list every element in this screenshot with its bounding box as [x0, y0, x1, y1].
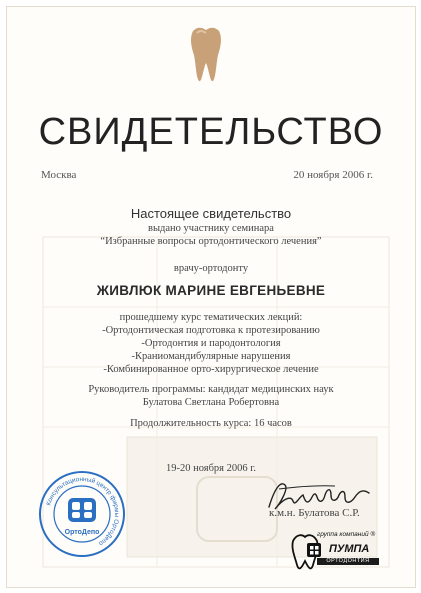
- organization-stamp: [38, 470, 126, 558]
- tooth-icon: [189, 25, 223, 83]
- lecture-item: -Ортодонтия и пародонтология: [141, 338, 281, 349]
- certificate-page: [6, 6, 416, 588]
- signer-name: к.м.н. Булатова С.Р.: [269, 507, 360, 519]
- lecture-item: -Комбинированное орто-хирургическое лечение: [103, 364, 319, 375]
- lecture-item: -Ортодонтическая подготовка к протезированию: [102, 325, 320, 336]
- stamp-bottom-text: ОртоДепо: [64, 529, 100, 536]
- program-head-name: Булатова Светлана Робертовна: [142, 397, 280, 408]
- recipient-name: ЖИВЛЮК МАРИНЕ ЕВГЕНЬЕВНЕ: [96, 283, 326, 298]
- logo-subtitle: группа компаний ®: [317, 531, 376, 538]
- course-duration: Продолжительность курса: 16 часов: [130, 418, 292, 429]
- certificate-title: СВИДЕТЕЛЬСТВО: [38, 111, 384, 153]
- course-intro: прошедшему курс тематических лекций:: [119, 312, 303, 323]
- issue-city: Москва: [41, 169, 77, 181]
- logo-tagline: ОРТОДОНТИЯ: [317, 558, 379, 565]
- lecture-item: -Краниомандибулярные нарушения: [131, 351, 291, 362]
- course-dates: 19-20 ноября 2006 г.: [165, 463, 257, 474]
- certificate-heading: Настоящее свидетельство: [130, 206, 292, 221]
- issued-to-text: выдано участнику семинара: [148, 223, 274, 234]
- recipient-role: врачу-ортодонту: [173, 263, 249, 274]
- stamp-ring-text: Консультационный центр фирмы ОртоДепо: [45, 475, 121, 547]
- seminar-title: “Избранные вопросы ортодонтического лечения”: [100, 236, 322, 247]
- program-head-label: Руководитель программы: кандидат медицинских наук: [88, 384, 334, 395]
- issue-date: 20 ноября 2006 г.: [293, 169, 373, 181]
- logo-brand-name: ПУМПА: [329, 543, 370, 555]
